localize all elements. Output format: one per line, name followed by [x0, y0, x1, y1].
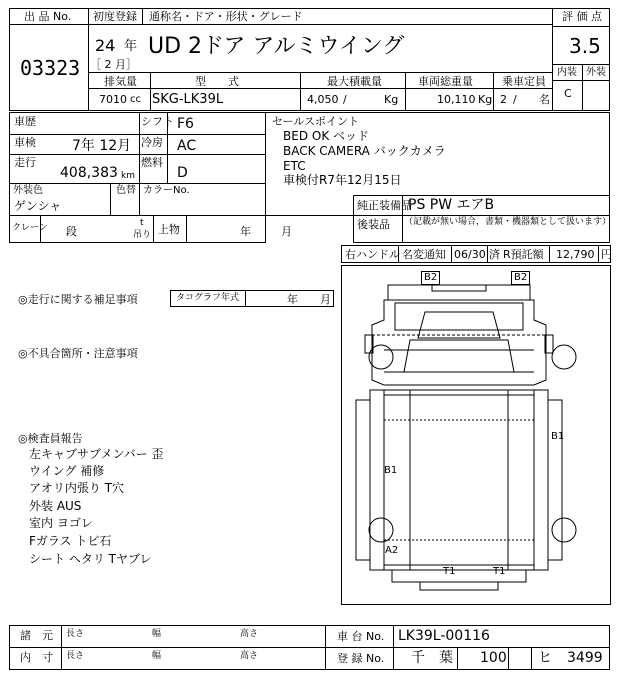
crane-ton-unit: t	[140, 218, 144, 228]
capacity-label: 乗車定員	[502, 75, 546, 88]
recycle-unit: 円	[601, 248, 612, 261]
max-load-label: 最大積載量	[327, 75, 382, 88]
damage-mark-t1-left: T1	[443, 566, 456, 577]
mileage-value: 408,383	[60, 165, 118, 181]
rating-label: 評 価 点	[562, 10, 602, 23]
registration-label: 登 録 No.	[337, 652, 385, 665]
first-reg-label: 初度登録	[93, 10, 137, 23]
sales-points-label: セールスポイント	[272, 115, 360, 128]
vehicle-name: UD 2ドア アルミウイング	[148, 34, 405, 59]
dim-width-label: 幅	[152, 651, 162, 661]
exterior-color-label: 外装色	[13, 185, 43, 196]
crane-stage-unit: 段	[66, 225, 77, 238]
history-label: 車歴	[14, 115, 36, 128]
inspection-label: 車検	[14, 136, 36, 149]
lot-number: 03323	[20, 56, 81, 80]
crane-label: クレーン	[12, 223, 48, 233]
inspector-line: アオリ内張り T穴	[29, 481, 125, 495]
damage-mark-b1-right: B1	[551, 431, 565, 442]
rating-value: 3.5	[569, 34, 601, 58]
displacement-unit: cc	[130, 94, 141, 105]
gross-weight-unit: Kg	[478, 93, 493, 106]
defects-label: ◎不具合箇所・注意事項	[18, 347, 138, 360]
displacement-value: 7010	[99, 93, 127, 106]
dim-height-label: 高さ	[240, 651, 259, 661]
crane-year-unit: 年	[240, 225, 251, 238]
lift-label: 上物	[158, 223, 180, 236]
registration-class: 100	[480, 650, 507, 666]
chassis-label: 車 台 No.	[337, 630, 385, 643]
exterior-color-value: ゲンシャ	[14, 199, 62, 213]
sales-point-line: 車検付R7年12月15日	[283, 173, 402, 187]
inspector-line: 室内 ヨゴレ	[29, 516, 93, 530]
capacity-value: 2	[500, 93, 507, 106]
model-value: SKG-LK39L	[152, 92, 224, 107]
interior-grade: C	[564, 87, 572, 100]
mileage-unit: km	[121, 171, 135, 181]
inspector-line: ウイング 補修	[29, 464, 105, 478]
tachograph-month-unit: 月	[320, 293, 331, 306]
color-code-label: カラーNo.	[143, 185, 190, 196]
gross-weight-value: 10,110	[437, 93, 476, 106]
damage-mark-b1-left: B1	[384, 465, 398, 476]
reg-month: ［ 2 月］	[90, 58, 137, 71]
deposit-mark: 済	[489, 248, 500, 261]
dim-length-label: 長さ	[66, 651, 85, 661]
inspector-report-label: ◎検査員報告	[18, 432, 83, 445]
capacity-separator: /	[513, 93, 517, 106]
inspector-line: 外装 AUS	[29, 499, 82, 513]
driving-notes-label: ◎走行に関する補足事項	[18, 293, 138, 306]
drive-side: 右ハンドル	[345, 248, 400, 261]
name-change-date: 06/30	[454, 248, 486, 261]
crane-hang-label: 吊り	[133, 230, 152, 240]
dims-footer-label: 内 寸	[20, 651, 53, 664]
tachograph-year-unit: 年	[287, 293, 298, 306]
damage-mark-b2-left: B2	[421, 271, 440, 285]
gross-weight-label: 車両総重量	[418, 75, 473, 88]
recycle-label: R預託額	[503, 248, 544, 261]
aftermarket-note: （記載が無い場合，書類・機器類として扱います）	[404, 217, 612, 227]
ac-value: AC	[177, 138, 197, 154]
spec-length-label: 長さ	[66, 629, 85, 639]
max-load-separator: /	[343, 93, 347, 106]
chassis-number: LK39L-00116	[398, 628, 490, 644]
reg-year-unit: 年	[124, 39, 138, 54]
registration-number: 3499	[567, 650, 603, 666]
fuel-label: 燃料	[141, 156, 163, 169]
damage-mark-b2-right: B2	[511, 271, 530, 285]
spec-height-label: 高さ	[240, 629, 259, 639]
name-change-label: 名変通知	[402, 248, 446, 261]
crane-month-unit: 月	[281, 225, 292, 238]
interior-label: 内装	[557, 67, 577, 78]
sales-point-line: ETC	[283, 159, 306, 173]
recycle-amount: 12,790	[556, 248, 595, 261]
displacement-label: 排気量	[104, 75, 137, 88]
registration-area: 千 葉	[411, 650, 453, 666]
genuine-equipment-value: PS PW エアB	[408, 197, 495, 213]
genuine-equipment-label: 純正装備品	[357, 199, 412, 212]
spec-width-label: 幅	[152, 629, 162, 639]
exterior-label: 外装	[586, 67, 606, 78]
inspection-value: 7年 12月	[72, 138, 132, 154]
inspector-line: 左キャブサブメンバー 歪	[29, 447, 164, 461]
title-label: 通称名・ドア・形状・グレード	[149, 10, 303, 23]
sales-point-line: BACK CAMERA バックカメラ	[283, 144, 446, 158]
shift-label: シフト	[141, 115, 174, 128]
inspector-line: シート ヘタリ Tヤブレ	[29, 552, 152, 566]
aftermarket-label: 後装品	[357, 218, 390, 231]
max-load-value: 4,050	[307, 93, 339, 106]
capacity-unit: 名	[539, 93, 550, 106]
damage-mark-a2: A2	[385, 545, 399, 556]
model-label: 型 式	[195, 75, 239, 88]
reg-year: 24	[95, 36, 116, 55]
specs-footer-label: 諸 元	[20, 629, 53, 642]
damage-mark-t1-right: T1	[493, 566, 506, 577]
sales-point-line: BED OK ベッド	[283, 129, 369, 143]
fuel-value: D	[177, 165, 188, 181]
tachograph-label: タコグラフ年式	[176, 293, 240, 303]
ac-label: 冷房	[141, 136, 163, 149]
lot-label: 出 品 No.	[24, 10, 72, 23]
mileage-label: 走行	[14, 156, 36, 169]
registration-kana: ヒ	[538, 650, 552, 666]
inspector-line: Fガラス トビ石	[29, 534, 112, 548]
max-load-unit: Kg	[384, 93, 399, 106]
shift-value: F6	[177, 116, 194, 132]
color-change-label: 色替	[116, 185, 136, 196]
